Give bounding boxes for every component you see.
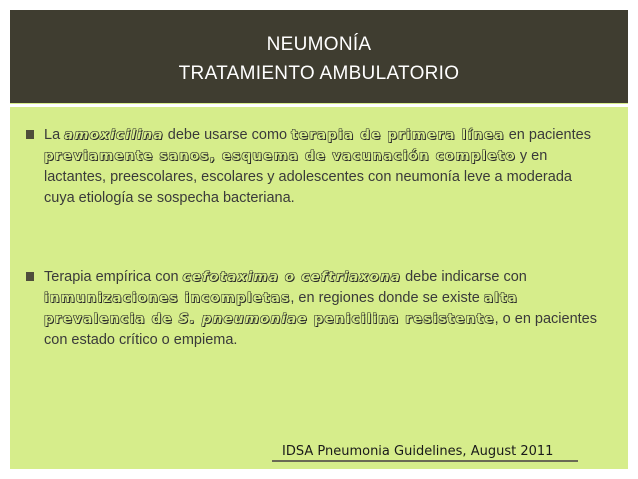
bullet-square-icon: [26, 272, 34, 281]
emphasis-penicilina-resistente: penicilina resistente: [307, 311, 495, 327]
bullet-square-icon: [26, 130, 34, 139]
title-band: [10, 10, 628, 103]
text-run: debe indicarse con: [401, 269, 527, 285]
text-run: Terapia empírica con: [44, 269, 183, 285]
citation-underline: [272, 460, 578, 462]
citation: IDSA Pneumonia Guidelines, August 2011: [282, 444, 554, 459]
emphasis-amoxicilina: amoxicilina: [64, 127, 164, 143]
slide-subtitle: TRATAMIENTO AMBULATORIO: [178, 63, 460, 84]
bullet-paragraph-2: [44, 267, 604, 351]
text-run: , o en pacientes con estado crítico o empiema.: [44, 311, 597, 348]
emphasis-alta-prevalencia: alta prevalencia de: [44, 290, 518, 327]
slide-title: NEUMONÍA: [266, 34, 372, 55]
emphasis-primera-linea: terapia de primera línea: [291, 127, 505, 143]
slide: [10, 10, 628, 469]
text-run: debe usarse como: [163, 127, 292, 143]
emphasis-cefotaxima: cefotaxima o ceftriaxona: [182, 269, 402, 285]
text-run: , en regiones donde se existe: [290, 290, 484, 306]
text-run: y en lactantes, preescolares, escolares y adolescentes con neumonía leve a moderada cuya etiología se sospecha bacteriana.: [44, 148, 572, 206]
bullet-paragraph-1: [44, 125, 604, 209]
emphasis-s-pneumoniae: S. pneumoniae: [178, 311, 308, 327]
title-divider: [10, 104, 628, 107]
emphasis-previamente-sanos: previamente sanos, esquema de vacunación completo: [44, 148, 516, 164]
emphasis-inmunizaciones: inmunizaciones incompletas: [44, 290, 291, 306]
text-run: La: [44, 127, 65, 143]
text-run: en pacientes: [504, 127, 591, 143]
